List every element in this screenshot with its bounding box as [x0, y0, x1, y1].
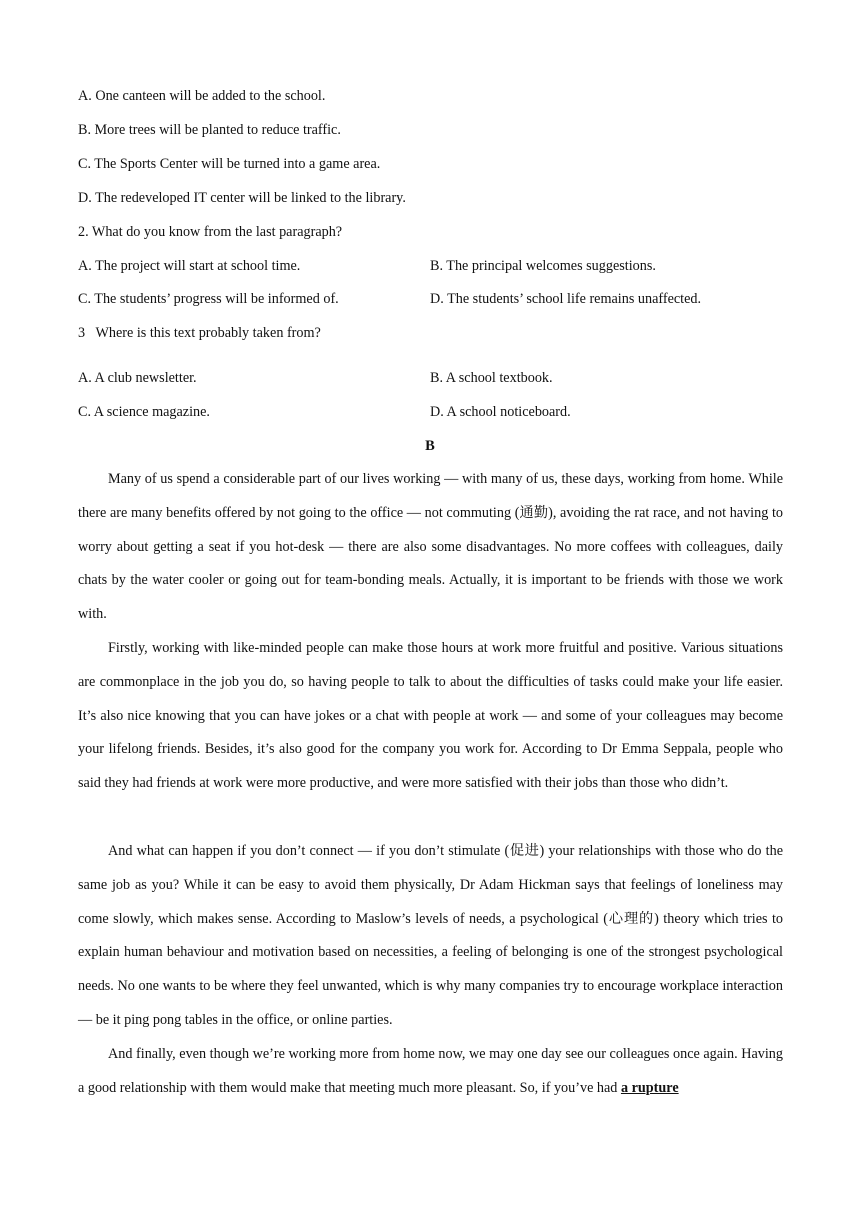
- q1-option-d: D. The redeveloped IT center will be linked to the library.: [78, 190, 406, 206]
- q1-option-b: B. More trees will be planted to reduce traffic.: [78, 122, 341, 138]
- section-heading: B: [425, 438, 435, 454]
- q1-option-a: A. One canteen will be added to the school.: [78, 88, 326, 104]
- q2-option-c: C. The students’ progress will be informed of.: [78, 291, 339, 307]
- paragraph-2: Firstly, working with like-minded people can make those hours at work more fruitful and positive. Various situations are commonplace in the job you do, so having people to talk to about the difficulties of tasks could make your life easier. It’s also nice knowing that you can have jokes or a chat with people at work — and some of your colleagues may become your lifelong friends. Besides, it’s also good for the company you work for. According to Dr Emma Seppala, people who said they had friends at work were more productive, and were more satisfied with their jobs than those who didn’t.: [78, 640, 783, 792]
- q3-option-b: B. A school textbook.: [430, 370, 553, 386]
- paragraph-3: And what can happen if you don’t connect — if you don’t stimulate (促进) your relationships with those who do the same job as you? While it can be easy to avoid them physically, Dr Adam Hickman says that feelings of loneliness may come slowly, which makes sense. According to Maslow’s levels of needs, a psychological (心理的) theory which tries to explain human behaviour and motivation based on necessities, a feeling of belonging is one of the strongest psychological needs. No one wants to be where they feel unwanted, which is why many companies try to encourage workplace interaction — be it ping pong tables in the office, or online parties.: [78, 843, 783, 1028]
- emphasized-phrase: a rupture: [620, 1079, 679, 1096]
- q2-option-a: A. The project will start at school time.: [78, 258, 301, 274]
- q3-option-c: C. A science magazine.: [78, 404, 210, 420]
- q3-option-d: D. A school noticeboard.: [430, 404, 571, 420]
- q3-question: 3 Where is this text probably taken from?: [78, 325, 321, 341]
- paragraph-4-text: And finally, even though we’re working more from home now, we may one day see our colleagues once again. Having a good relationship with them would make that meeting much more pleasant. So, if you’ve had: [78, 1046, 783, 1096]
- q2-option-d: D. The students’ school life remains unaffected.: [430, 291, 702, 307]
- q2-question: 2. What do you know from the last paragraph?: [78, 224, 343, 240]
- paragraph-1: Many of us spend a considerable part of our lives working — with many of us, these days, working from home. While there are many benefits offered by not going to the office — not commuting (通勤), avoiding the rat race, and not having to worry about getting a seat if you hot-desk — there are also some disadvantages. No more coffees with colleagues, daily chats by the water cooler or going out for team-bonding meals. Actually, it is important to be friends with those we work with.: [78, 471, 783, 623]
- q3-option-a: A. A club newsletter.: [78, 370, 197, 386]
- q1-option-c: C. The Sports Center will be turned into a game area.: [78, 156, 381, 172]
- paragraph-4: [78, 1038, 783, 1106]
- q2-option-b: B. The principal welcomes suggestions.: [430, 258, 656, 274]
